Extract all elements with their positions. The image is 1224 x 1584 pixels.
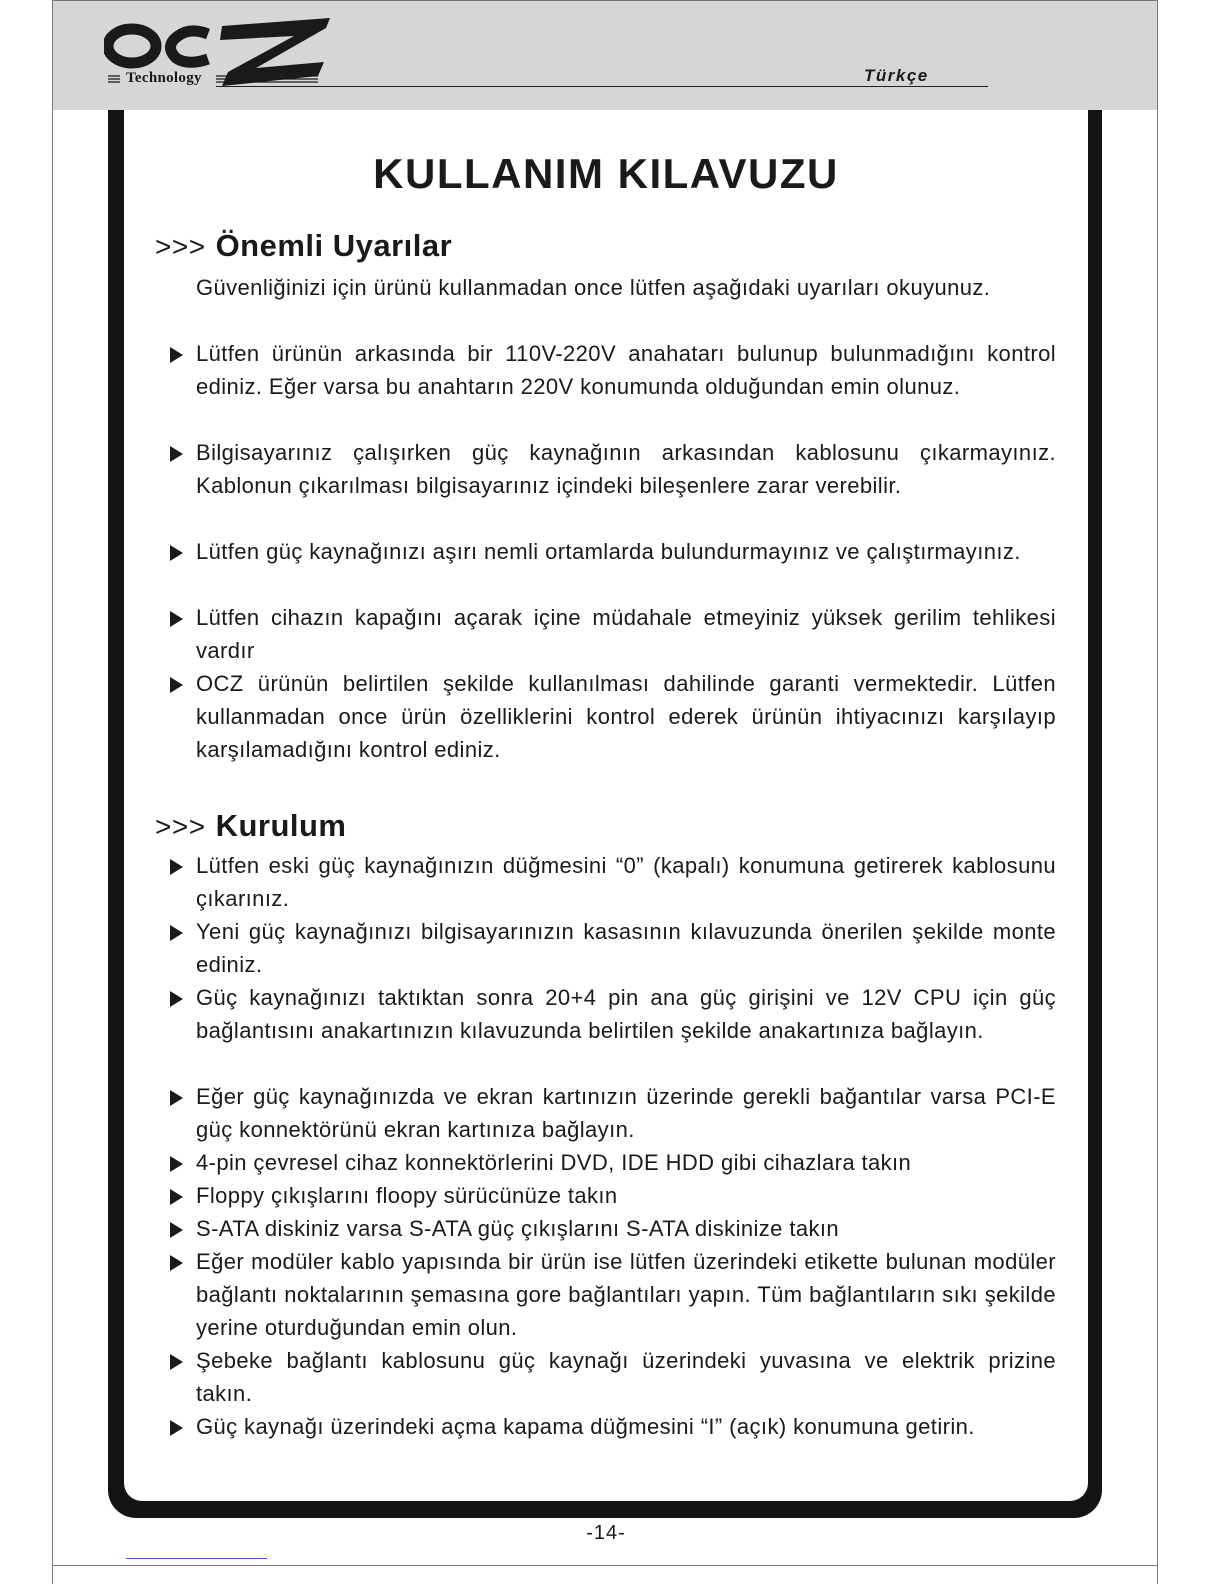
bullet-triangle-icon (170, 1354, 183, 1370)
warning-item (196, 337, 1056, 403)
install-step-text: Güç kaynağınızı taktıktan sonra 20+4 pin ana güç girişini ve 12V CPU için güç bağlantısını anakartınızın kılavuzunda belirtilen şekilde anakartınıza bağlayın. (196, 985, 1056, 1043)
language-label: Türkçe (864, 66, 929, 85)
install-step (196, 1080, 1056, 1146)
install-step-text: Güç kaynağı üzerindeki açma kapama düğmesini “I” (açık) konumuna getirin. (196, 1414, 975, 1439)
install-step-text: Şebeke bağlantı kablosunu güç kaynağı üzerindeki yuvasına ve elektrik prizine takın. (196, 1348, 1056, 1406)
bullet-triangle-icon (170, 1090, 183, 1106)
warning-text: OCZ ürünün belirtilen şekilde kullanılması dahilinde garanti vermektedir. Lütfen kullanmadan once ürün özelliklerini kontrol ederek ürünün ihtiyacınızı karşılayıp karşılamadığını kontrol ediniz. (196, 671, 1056, 762)
section-heading-installation (155, 808, 347, 844)
warning-text: Lütfen cihazın kapağını açarak içine müdahale etmeyiniz yüksek gerilim tehlikesi vardır (196, 605, 1056, 663)
install-step-text: 4-pin çevresel cihaz konnektörlerini DVD, IDE HDD gibi cihazlara takın (196, 1150, 912, 1175)
page-border-right (1157, 0, 1158, 1584)
install-step (196, 1146, 1056, 1179)
bullet-triangle-icon (170, 1189, 183, 1205)
section-arrows: >>> (155, 811, 206, 842)
install-step-text: S-ATA diskiniz varsa S-ATA güç çıkışlarını S-ATA diskinize takın (196, 1216, 840, 1241)
bullet-triangle-icon (170, 347, 183, 363)
warning-text: Lütfen ürünün arkasında bir 110V-220V anahatarı bulunup bulunmadığını kontrol ediniz. Eğer varsa bu anahtarın 220V konumunda olduğundan emin olunuz. (196, 341, 1056, 399)
install-step (196, 1410, 1056, 1443)
bullet-triangle-icon (170, 925, 183, 941)
install-step-text: Eğer modüler kablo yapısında bir ürün ise lütfen üzerindeki etikette bulunan modüler bağlantı noktalarının şemasına gore bağlantıları yapın. Tüm bağlantıların sıkı şekilde yerine oturduğundan emin olun. (196, 1249, 1056, 1340)
section-heading-warnings (155, 228, 452, 264)
section-arrows: >>> (155, 231, 206, 262)
warnings-intro: Güvenliğinizi için ürünü kullanmadan once lütfen aşağıdaki uyarıları okuyunuz. (196, 275, 991, 300)
install-step (196, 1212, 1056, 1245)
install-step (196, 915, 1056, 981)
warning-item (196, 667, 1056, 766)
install-step (196, 1179, 1056, 1212)
bullet-triangle-icon (170, 1222, 183, 1238)
install-step (196, 1245, 1056, 1344)
page-number: -14- (586, 1522, 626, 1544)
bullet-triangle-icon (170, 1420, 183, 1436)
bullet-triangle-icon (170, 611, 183, 627)
bullet-triangle-icon (170, 991, 183, 1007)
warning-text: Lütfen güç kaynağınızı aşırı nemli ortamlarda bulundurmayınız ve çalıştırmayınız. (196, 539, 1021, 564)
bullet-triangle-icon (170, 446, 183, 462)
bullet-triangle-icon (170, 1156, 183, 1172)
install-step-text: Eğer güç kaynağınızda ve ekran kartınızın üzerinde gerekli bağantılar varsa PCI-E güç konnektörünü ekran kartınıza bağlayın. (196, 1084, 1056, 1142)
header-rule (216, 86, 988, 87)
install-step (196, 1344, 1056, 1410)
install-step-text: Yeni güç kaynağınızı bilgisayarınızın kasasının kılavuzunda önerilen şekilde monte ediniz. (196, 919, 1056, 977)
bullet-triangle-icon (170, 1255, 183, 1271)
footer-rule (126, 1558, 267, 1559)
page-border-left (52, 0, 53, 1584)
install-step-text: Floppy çıkışlarını floopy sürücünüze takın (196, 1183, 618, 1208)
logo-subtext: Technology (126, 70, 202, 86)
section-title: Kurulum (215, 808, 347, 843)
warning-text: Bilgisayarınız çalışırken güç kaynağının arkasından kablosunu çıkarmayınız. Kablonun çıkarılması bilgisayarınız içindeki bileşenlere zarar verebilir. (196, 440, 1056, 498)
install-step (196, 981, 1056, 1047)
bullet-triangle-icon (170, 545, 183, 561)
install-step (196, 849, 1056, 915)
warning-item (196, 601, 1056, 667)
document-title: KULLANIM KILAVUZU (373, 150, 839, 197)
install-step-text: Lütfen eski güç kaynağınızın düğmesini “0” (kapalı) konumuna getirerek kablosunu çıkarınız. (196, 853, 1056, 911)
warning-item (196, 436, 1056, 502)
bullet-triangle-icon (170, 859, 183, 875)
warning-item (196, 535, 1056, 568)
bullet-triangle-icon (170, 677, 183, 693)
section-title: Önemli Uyarılar (215, 228, 453, 263)
page-border-bottom (52, 1565, 1158, 1566)
